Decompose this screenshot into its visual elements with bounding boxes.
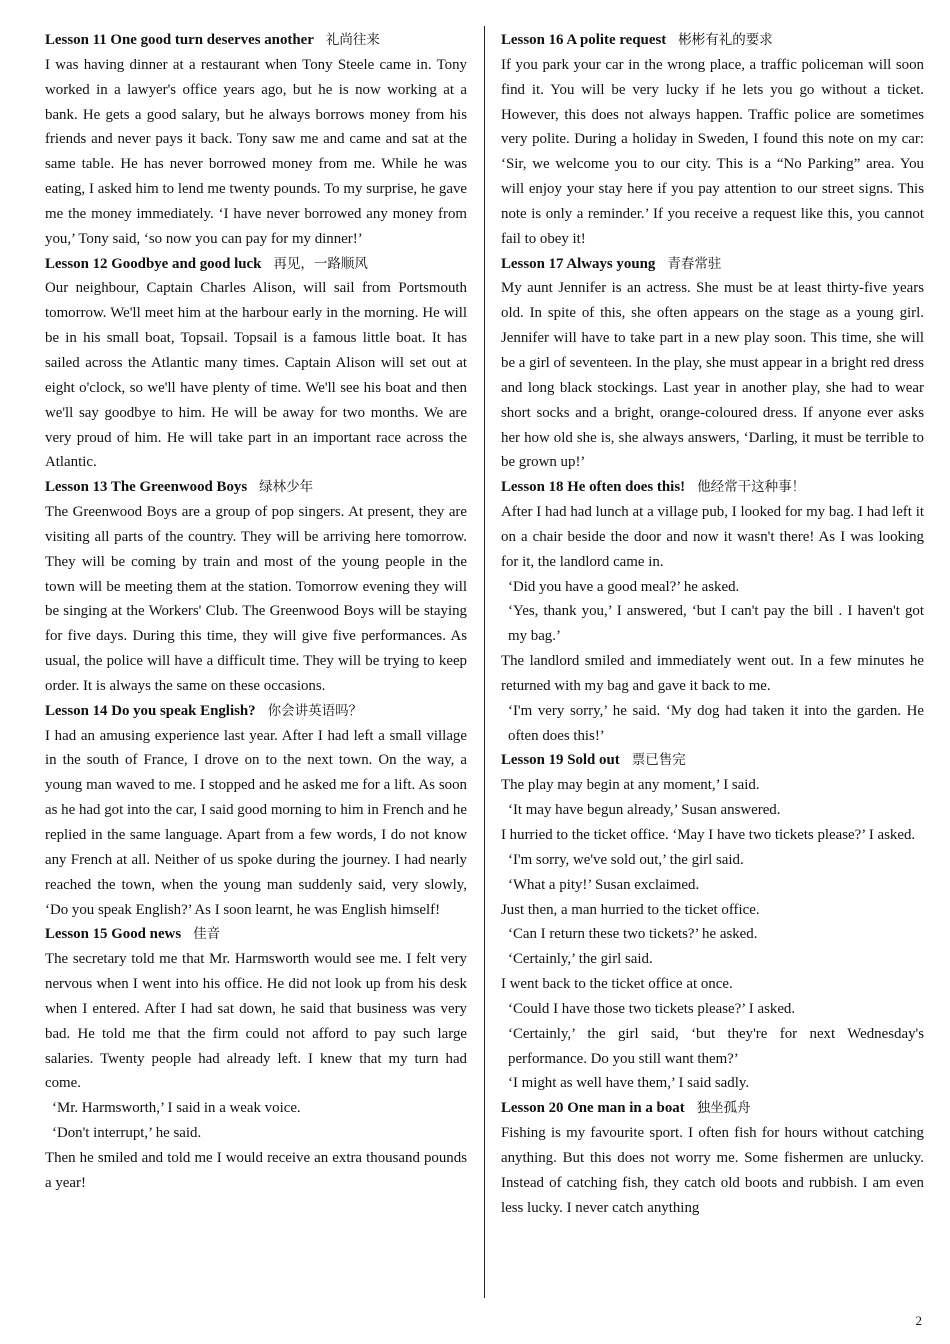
lesson-15 [45, 922, 467, 1195]
lesson-title-chinese: 独坐孤舟 [696, 1100, 751, 1117]
left-column [45, 28, 467, 1196]
lesson-title-chinese: 你会讲英语吗？ [267, 702, 363, 719]
page-number: 2 [915, 1313, 922, 1328]
lesson-title-chinese: 彬彬有礼的要求 [678, 32, 773, 48]
lesson-title-chinese: 再见，一路顺风 [273, 255, 368, 272]
lesson-title [45, 475, 467, 500]
lesson-paragraph: After I had had lunch at a village pub, I looked for my bag. I had left it on a chair beside the door and now it wasn't there! As I was looking for it, the landlord came in. [501, 504, 924, 570]
lesson-paragraph: My aunt Jennifer is an actress. She must be at least thirty-five years old. In spite of this, she often appears on the stage as a young girl. Jennifer will have to take part in a new play soon. This time, she will be a girl of seventeen. In the play, she must appear in a bright red dress and long black stockings. Last year in another play, she had to wear short socks and a bright, orange-coloured dress. If anyone ever asks her how old she is, she always answers, ‘Darling, it must be terrible to be grown up!’ [501, 280, 924, 471]
lesson-title-chinese: 青春常驻 [667, 255, 722, 272]
lesson-title-english: Lesson 18 He often does this! [501, 479, 686, 496]
lesson-18 [501, 475, 924, 748]
lesson-paragraph: ‘It may have begun already,’ Susan answered. [508, 802, 781, 819]
lesson-title-chinese: 礼尚往来 [325, 32, 380, 48]
lesson-title-chinese: 票已售完 [631, 752, 686, 769]
lesson-paragraph: Fishing is my favourite sport. I often fish for hours without catching anything. But this does not worry me. Some fishermen are unlucky. Instead of catching fish, they catch old boots and rubbish. I am even less lucky. I never catch anything [501, 1125, 924, 1216]
lesson-title-english: Lesson 20 One man in a boat [501, 1100, 685, 1117]
lesson-paragraph: ‘Certainly,’ the girl said. [508, 951, 653, 968]
lesson-paragraph: Then he smiled and told me I would receive an extra thousand pounds a year! [45, 1149, 467, 1191]
lesson-paragraph: The play may begin at any moment,’ I said. [501, 777, 760, 794]
lesson-title-english: Lesson 13 The Greenwood Boys [45, 479, 248, 496]
lesson-title [501, 1096, 924, 1121]
column-divider [484, 26, 485, 1298]
lesson-paragraph: ‘Don't interrupt,’ he said. [52, 1125, 202, 1142]
lesson-16 [501, 28, 924, 252]
lesson-title [501, 28, 924, 53]
lesson-title [501, 252, 924, 277]
lesson-paragraph: ‘I'm sorry, we've sold out,’ the girl said. [508, 851, 744, 868]
lesson-20 [501, 1096, 924, 1220]
lesson-paragraph: ‘What a pity!’ Susan exclaimed. [508, 876, 700, 893]
lesson-paragraph: I hurried to the ticket office. ‘May I have two tickets please?’ I asked. [501, 827, 916, 843]
lesson-paragraph: ‘I might as well have them,’ I said sadly. [508, 1075, 750, 1092]
lesson-title-english: Lesson 15 Good news [45, 926, 182, 943]
lesson-title [45, 699, 467, 724]
lesson-title [45, 252, 467, 277]
lesson-paragraph: ‘Could I have those two tickets please?’ I asked. [508, 1000, 796, 1017]
lesson-17 [501, 252, 924, 476]
lesson-paragraph: ‘I'm very sorry,’ he said. ‘My dog had taken it into the garden. He often does this!’ [508, 702, 924, 744]
lesson-title-english: Lesson 19 Sold out [501, 752, 620, 769]
lesson-paragraph: ‘Yes, thank you,’ I answered, ‘but I can't pay the bill . I haven't got my bag.’ [508, 603, 924, 645]
lesson-paragraph: Our neighbour, Captain Charles Alison, will sail from Portsmouth tomorrow. We'll meet him at the harbour early in the morning. He will be in his small boat, Topsail. Topsail is a famous little boat. It has sailed across the Atlantic many times. Captain Alison will set out at eight o'clock, so we'll have plenty of time. We'll see his boat and then we'll say goodbye to him. He will be away for two months. We are very proud of him. He will take part in an important race across the Atlantic. [45, 280, 467, 471]
lesson-paragraph: If you park your car in the wrong place, a traffic policeman will soon find it. You will be very lucky if he lets you go without a ticket. However, this does not always happen. Traffic police are sometimes very polite. During a holiday in Sweden, I found this note on my car: ‘Sir, we welcome you to our city. This is a “No Parking” area. You will enjoy your stay here if you pay attention to our street signs. This note is only a reminder.’ If you receive a request like this, you cannot fail to obey it! [501, 56, 924, 247]
right-column [501, 28, 924, 1221]
lesson-paragraph: The secretary told me that Mr. Harmsworth would see me. I felt very nervous when I went into his office. He did not look up from his desk when I entered. After I had sat down, he said that business was very bad. He told me that the firm could not afford to pay such large salaries. Twenty people had already left. I knew that my turn had come. [45, 951, 467, 1092]
lesson-title-chinese: 绿林少年 [259, 479, 314, 496]
lesson-title-chinese: 他经常干这种事！ [697, 479, 806, 496]
lesson-title-english: Lesson 11 One good turn deserves another [45, 32, 314, 48]
lesson-title-english: Lesson 14 Do you speak English? [45, 702, 256, 719]
lesson-title [45, 922, 467, 947]
lesson-paragraph: The landlord smiled and immediately went out. In a few minutes he returned with my bag and gave it back to me. [501, 653, 924, 694]
lesson-paragraph: I had an amusing experience last year. After I had left a small village in the south of France, I drove on to the next town. On the way, a young man waved to me. I stopped and he asked me for a lift. As soon as he had got into the car, I said good morning to him in French and he replied in the same language. Apart from a few words, I do not know any French at all. Neither of us spoke during the journey. I had nearly reached the town, when the young man suddenly said, very slowly, ‘Do you speak English?’ As I soon learnt, he was English himself! [45, 727, 467, 918]
lesson-paragraph: I went back to the ticket office at once. [501, 976, 733, 993]
lesson-title [501, 748, 924, 773]
lesson-title [45, 28, 467, 53]
lesson-paragraph: ‘Did you have a good meal?’ he asked. [508, 578, 740, 595]
lesson-title [501, 475, 924, 500]
lesson-title-english: Lesson 16 A polite request [501, 32, 667, 48]
lesson-19 [501, 748, 924, 1096]
lesson-paragraph: ‘Mr. Harmsworth,’ I said in a weak voice. [52, 1100, 301, 1117]
lesson-14 [45, 699, 467, 923]
lesson-paragraph: Just then, a man hurried to the ticket office. [501, 901, 760, 918]
lesson-11 [45, 28, 467, 252]
lesson-12 [45, 252, 467, 476]
lesson-paragraph: ‘Certainly,’ the girl said, ‘but they're for next Wednesday's performance. Do you still want them?’ [508, 1025, 924, 1067]
lesson-paragraph: The Greenwood Boys are a group of pop singers. At present, they are visiting all parts of the country. They will be arriving here tomorrow. They will be coming by train and most of the young people in the town will be meeting them at the station. Tomorrow evening they will be singing at the Workers' Club. The Greenwood Boys will be staying for five days. During this time, they will give five performances. As usual, the police will have a difficult time. They will be trying to keep order. It is always the same on these occasions. [45, 504, 467, 694]
lesson-title-english: Lesson 12 Goodbye and good luck [45, 255, 262, 272]
lesson-title-english: Lesson 17 Always young [501, 255, 656, 272]
lesson-13 [45, 475, 467, 699]
lesson-paragraph: ‘Can I return these two tickets?’ he asked. [508, 926, 758, 943]
lesson-title-chinese: 佳音 [193, 926, 221, 943]
lesson-paragraph: I was having dinner at a restaurant when Tony Steele came in. Tony worked in a lawyer's office years ago, but he is now working at a bank. He gets a good salary, but he always borrows money from his friends and never pays it back. Tony saw me and came and sat at the same table. He has never borrowed money from me. While he was eating, I asked him to lend me twenty pounds. To my surprise, he gave me the money immediately. ‘I have never borrowed any money from you,’ Tony said, ‘so now you can pay for my dinner!’ [45, 56, 467, 247]
